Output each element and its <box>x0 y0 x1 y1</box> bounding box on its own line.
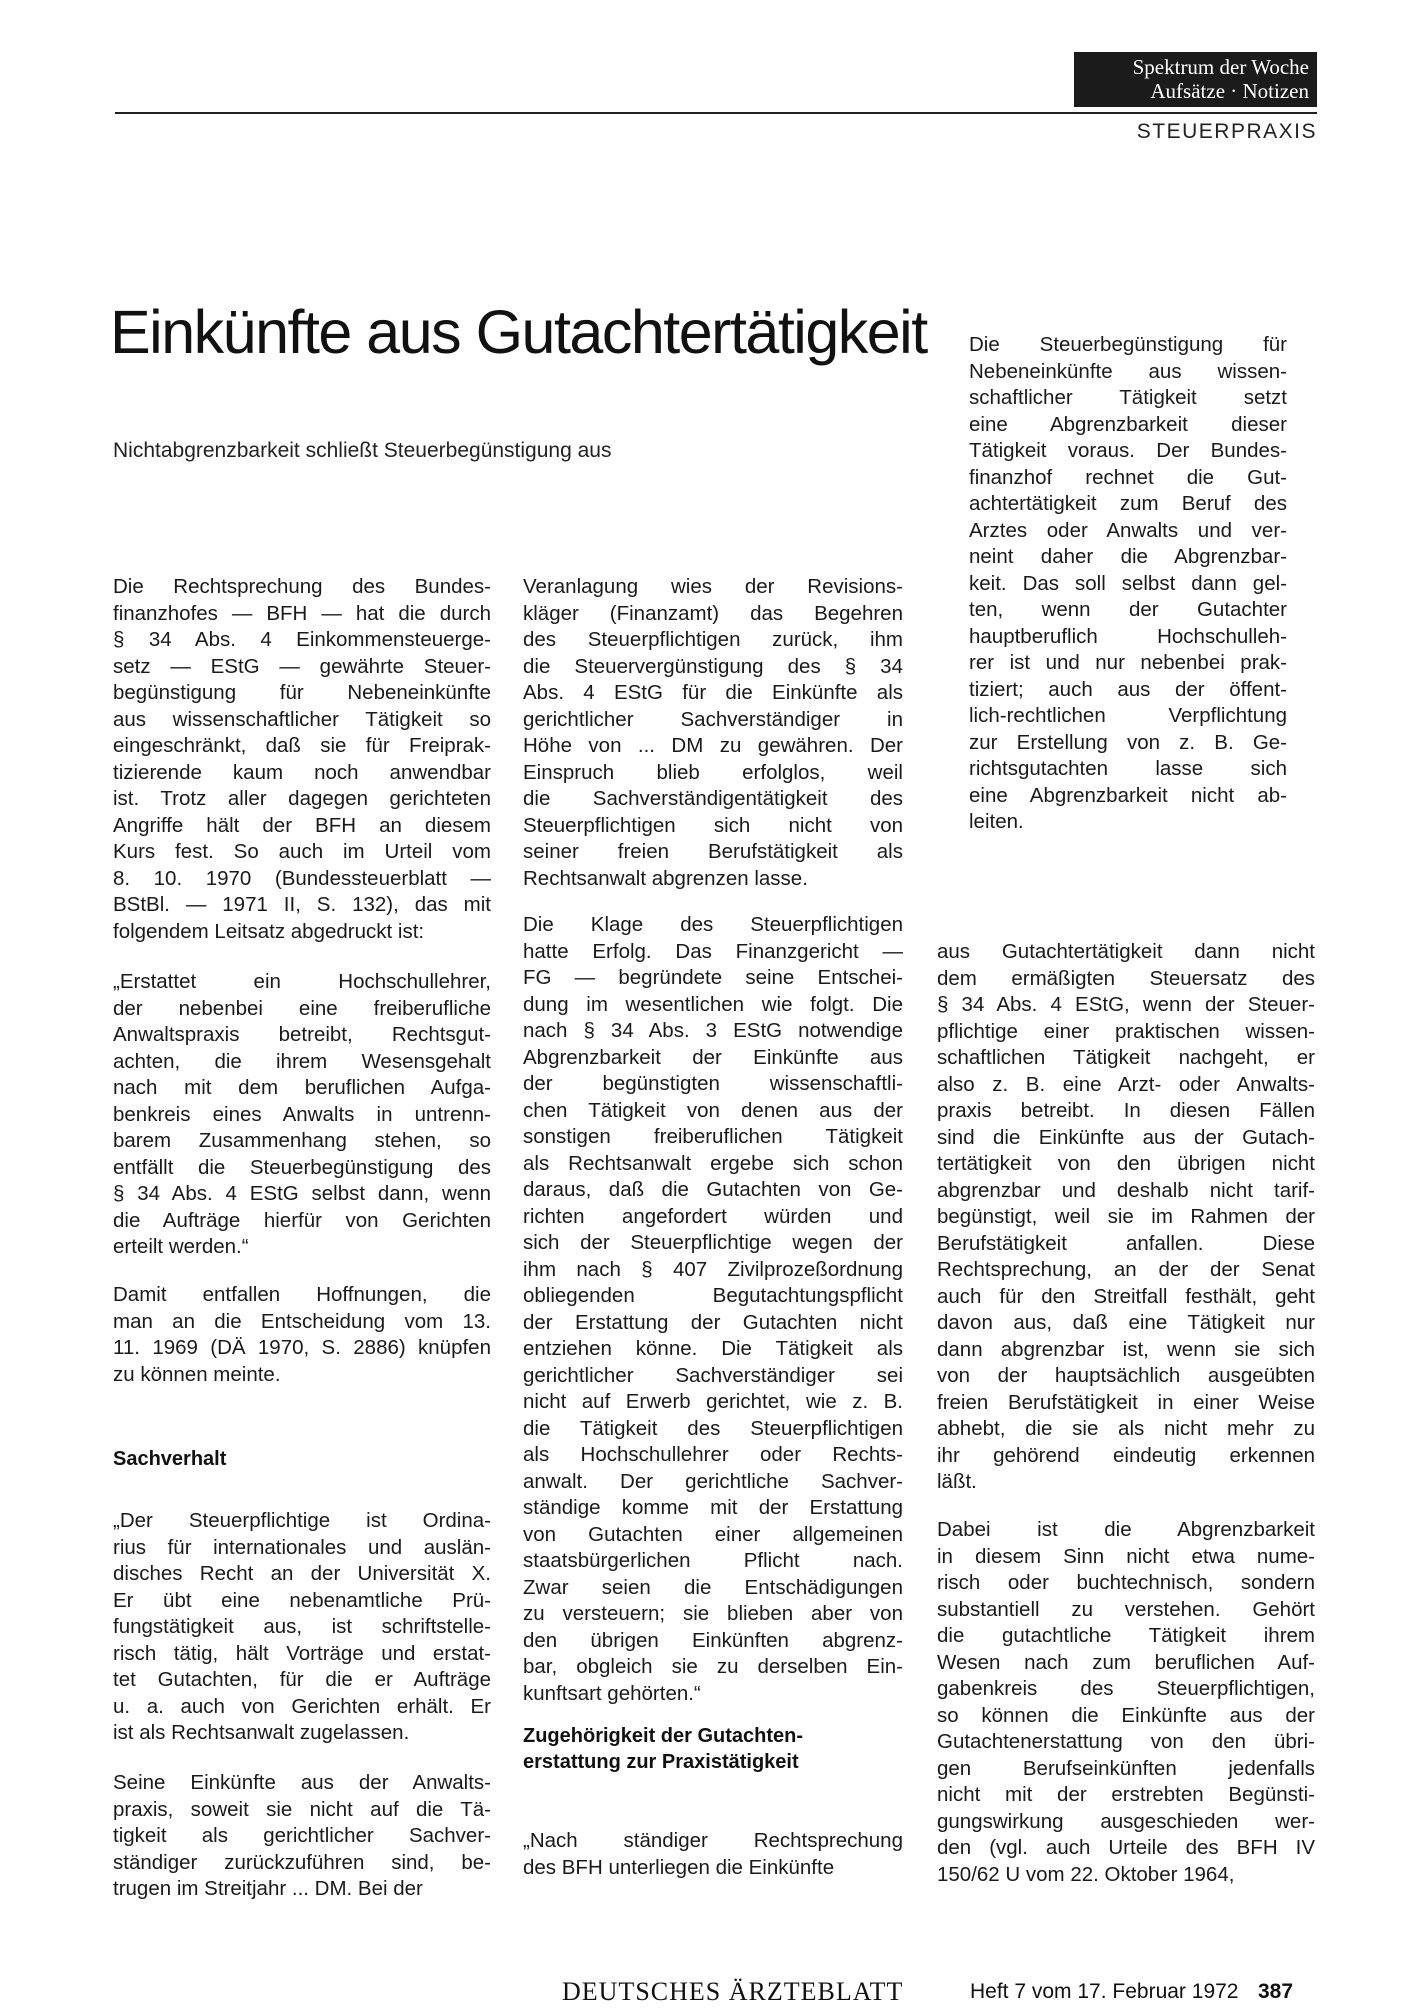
badge-line-1: Spektrum der Woche <box>1132 55 1309 79</box>
text-line: Gutachtenerstattung von den übri- <box>937 1730 1315 1753</box>
paragraph-hoffnungen <box>113 1282 491 1388</box>
text-line: lich-rechtlichen Verpflichtung <box>969 704 1287 727</box>
text-line: Arztes oder Anwalts und ver- <box>969 518 1287 542</box>
journal-name: DEUTSCHES ÄRZTEBLATT <box>562 1977 904 2006</box>
text-line: die Sachverständigentätigkeit des <box>523 787 903 810</box>
text-line: u. a. auch von Gerichten erhält. Er <box>113 1694 491 1718</box>
text-line: Abgrenzbarkeit der Einkünfte aus <box>523 1045 903 1069</box>
text-line: trugen im Streitjahr ... DM. Bei der <box>113 1877 423 1900</box>
text-line: der nebenbei eine freiberufliche <box>113 996 491 1020</box>
text-line: dem ermäßigten Steuersatz des <box>937 966 1315 990</box>
text-line: Steuerpflichtigen sich nicht von <box>523 813 903 837</box>
text-line: gerichtlicher Sachverständiger sei <box>523 1363 903 1387</box>
text-line: Einspruch blieb erfolglos, weil <box>523 760 903 784</box>
text-line: ihm nach § 407 Zivilprozeßordnung <box>523 1257 903 1281</box>
text-line: abhebt, die sie als nicht mehr zu <box>937 1417 1315 1440</box>
header-rule <box>115 112 1317 114</box>
text-line: § 34 Abs. 4 EStG selbst dann, wenn <box>113 1182 491 1205</box>
text-line: Abs. 4 EStG für die Einkünfte als <box>523 681 903 704</box>
paragraph-abgrenzbarkeit <box>937 1517 1315 1888</box>
text-line: dung im wesentlichen wie folgt. Die <box>523 992 903 1016</box>
text-line: kläger (Finanzamt) das Begehren <box>523 601 903 625</box>
text-line: auch für den Streitfall festhält, geht <box>937 1284 1315 1308</box>
text-line: hatte Erfolg. Das Finanzgericht — <box>523 939 903 963</box>
text-line: sind die Einkünfte aus der Gutach- <box>937 1125 1315 1149</box>
article-subtitle: Nichtabgrenzbarkeit schließt Steuerbegünstigung aus <box>113 439 612 462</box>
text-line: gen Berufseinkünften jedenfalls <box>937 1756 1315 1780</box>
text-line: des BFH unterliegen die Einkünfte <box>523 1855 835 1879</box>
text-line: achten, die ihrem Wesensgehalt <box>113 1049 491 1073</box>
text-line: FG — begründete seine Entschei- <box>523 966 903 989</box>
text-line: setz — EStG — gewährte Steuer- <box>113 654 491 678</box>
text-line: anwalt. Der gerichtliche Sachver- <box>523 1469 903 1493</box>
text-line: der Erstattung der Gutachten nicht <box>523 1310 903 1334</box>
text-line: 11. 1969 (DÄ 1970, S. 2886) knüpfen <box>113 1336 491 1359</box>
text-line: pflichtige einer praktischen wissen- <box>937 1019 1315 1043</box>
article-title: Einkünfte aus Gutachtertätigkeit <box>110 298 927 366</box>
text-line: disches Recht an der Universität X. <box>113 1562 491 1585</box>
text-line: bar, obgleich sie zu derselben Ein- <box>523 1655 903 1678</box>
text-line: BStBl. — 1971 II, S. 132), das mit <box>113 893 491 916</box>
text-line: nicht auf Erwerb gerichtet, wie z. B. <box>523 1390 903 1413</box>
section-label: STEUERPRAXIS <box>1136 120 1317 143</box>
text-line: 150/62 U vom 22. Oktober 1964, <box>937 1862 1235 1886</box>
text-line: Rechtsanwalt abgrenzen lasse. <box>523 866 808 890</box>
text-line: Seine Einkünfte aus der Anwalts- <box>113 1771 491 1794</box>
text-line: entziehen könne. Die Tätigkeit als <box>523 1337 903 1360</box>
page-number: 387 <box>1258 1980 1294 2003</box>
text-line: aus wissenschaftlicher Tätigkeit so <box>113 707 491 731</box>
text-line: eine Abgrenzbarkeit dieser <box>969 412 1287 436</box>
text-line: Rechtsprechung, an der der Senat <box>937 1258 1315 1281</box>
text-line: ständiger zurückzuführen sind, be- <box>113 1850 491 1874</box>
text-line: Anwaltspraxis betreibt, Rechtsgut- <box>113 1023 491 1046</box>
text-line: neint daher die Abgrenzbar- <box>969 545 1287 568</box>
text-line: so können die Einkünfte aus der <box>937 1703 1315 1727</box>
text-line: von der hauptsächlich ausgeübten <box>937 1364 1315 1387</box>
text-line: „Der Steuerpflichtige ist Ordina- <box>113 1509 491 1532</box>
text-line: tiziert; auch aus der öffent- <box>969 677 1287 701</box>
text-line: fungstätigkeit aus, ist schriftstelle- <box>113 1615 491 1638</box>
text-line: Die Rechtsprechung des Bundes- <box>113 575 491 598</box>
text-line: abgrenzbar und deshalb nicht tarif- <box>937 1178 1315 1202</box>
text-line: Die Steuerbegünstigung für <box>969 333 1287 356</box>
text-line: leiten. <box>969 810 1024 833</box>
text-line: Damit entfallen Hoffnungen, die <box>113 1283 491 1306</box>
text-line: folgendem Leitsatz abgedruckt ist: <box>113 919 425 943</box>
issue-info: Heft 7 vom 17. Februar 1972 <box>970 1980 1239 2003</box>
abstract-summary <box>969 332 1287 836</box>
text-line: Höhe von ... DM zu gewähren. Der <box>523 734 903 757</box>
text-line: „Nach ständiger Rechtsprechung <box>523 1829 903 1852</box>
paragraph-leitsatz <box>113 969 491 1261</box>
text-line: staatsbürgerlichen Pflicht nach. <box>523 1549 903 1572</box>
text-line: die Tätigkeit des Steuerpflichtigen <box>523 1416 903 1440</box>
text-line: „Erstattet ein Hochschullehrer, <box>113 970 491 993</box>
text-line: des Steuerpflichtigen zurück, ihm <box>523 628 903 651</box>
text-line: sonstigen freiberuflichen Tätigkeit <box>523 1125 903 1148</box>
text-line: risch oder buchtechnisch, sondern <box>937 1571 1315 1594</box>
text-line: den (vgl. auch Urteile des BFH IV <box>937 1836 1315 1859</box>
text-line: dann abgrenzbar ist, wenn sie sich <box>937 1337 1315 1361</box>
text-line: tigkeit als gerichtlicher Sachver- <box>113 1824 491 1847</box>
paragraph-sachverhalt <box>113 1508 491 1747</box>
text-line: barem Zusammenhang stehen, so <box>113 1129 491 1152</box>
text-line: kunftsart gehörten.“ <box>523 1681 701 1705</box>
text-line: finanzhofes — BFH — hat die durch <box>113 601 491 625</box>
paragraph-veranlagung <box>523 574 903 892</box>
heading-zugehoerigkeit-line-2: erstattung zur Praxistätigkeit <box>523 1751 799 1773</box>
text-line: sich der Steuerpflichtige wegen der <box>523 1231 903 1254</box>
text-line: die gutachtliche Tätigkeit ihrem <box>937 1624 1315 1647</box>
text-line: rer ist und nur nebenbei prak- <box>969 651 1287 674</box>
text-line: tet Gutachten, für die er Aufträge <box>113 1668 491 1691</box>
text-line: entfällt die Steuerbegünstigung des <box>113 1155 491 1179</box>
text-line: tizierende kaum noch anwendbar <box>113 760 491 784</box>
text-line: der begünstigten wissenschaftli- <box>523 1072 903 1095</box>
text-line: Wesen nach zum beruflichen Auf- <box>937 1650 1315 1674</box>
text-line: keit. Das soll selbst dann gel- <box>969 571 1287 595</box>
text-line: als Rechtsanwalt ergebe sich schon <box>523 1151 903 1175</box>
text-line: nach mit dem beruflichen Aufga- <box>113 1076 491 1099</box>
text-line: § 34 Abs. 4 EStG, wenn der Steuer- <box>937 993 1315 1016</box>
paragraph-klage <box>523 912 903 1707</box>
text-line: zur Erstellung von z. B. Ge- <box>969 730 1287 754</box>
text-line: achtertätigkeit zum Beruf des <box>969 492 1287 515</box>
text-line: aus Gutachtertätigkeit dann nicht <box>937 940 1315 963</box>
text-line: läßt. <box>937 1470 977 1493</box>
text-line: eingeschränkt, daß sie für Freiprak- <box>113 734 491 757</box>
heading-zugehoerigkeit-line-1: Zugehörigkeit der Gutachten- <box>523 1725 804 1747</box>
text-line: ständige komme mit der Erstattung <box>523 1496 903 1519</box>
text-line: erteilt werden.“ <box>113 1235 249 1258</box>
text-line: Kurs fest. So auch im Urteil vom <box>113 840 491 863</box>
heading-sachverhalt: Sachverhalt <box>113 1448 227 1470</box>
text-line: davon aus, daß eine Tätigkeit nur <box>937 1311 1315 1334</box>
text-line: Veranlagung wies der Revisions- <box>523 575 903 598</box>
text-line: zu können meinte. <box>113 1362 281 1386</box>
text-line: freien Berufstätigkeit in einer Weise <box>937 1390 1315 1414</box>
text-line: ist. Trotz aller dagegen gerichteten <box>113 787 491 810</box>
text-line: risch tätig, hält Vorträge und erstat- <box>113 1641 491 1665</box>
text-line: als Hochschullehrer oder Rechts- <box>523 1443 903 1466</box>
text-line: Berufstätigkeit anfallen. Diese <box>937 1231 1315 1255</box>
text-line: obliegenden Begutachtungspflicht <box>523 1284 903 1307</box>
text-line: begünstigung für Nebeneinkünfte <box>113 681 491 704</box>
text-line: man an die Entscheidung vom 13. <box>113 1309 491 1333</box>
text-line: gerichtlicher Sachverständiger in <box>523 707 903 731</box>
text-line: Er übt eine nebenamtliche Prü- <box>113 1588 491 1612</box>
text-line: daraus, daß die Gutachten von Ge- <box>523 1178 903 1201</box>
text-line: Die Klage des Steuerpflichtigen <box>523 913 903 936</box>
paragraph-rechtsprechung-start <box>523 1828 903 1881</box>
text-line: praxis, soweit sie nicht auf die Tä- <box>113 1797 491 1821</box>
text-line: in diesem Sinn nicht etwa nume- <box>937 1544 1315 1568</box>
text-line: § 34 Abs. 4 Einkommensteuerge- <box>113 628 491 651</box>
text-line: 8. 10. 1970 (Bundessteuerblatt — <box>113 866 491 890</box>
text-line: richtsgutachten lasse sich <box>969 757 1287 780</box>
text-line: benkreis eines Anwalts in untrenn- <box>113 1102 491 1126</box>
badge-line-2: Aufsätze · Notizen <box>1150 79 1309 103</box>
text-line: hauptberuflich Hochschulleh- <box>969 624 1287 648</box>
text-line: Dabei ist die Abgrenzbarkeit <box>937 1518 1315 1541</box>
section-badge <box>1074 52 1317 107</box>
text-line: praxis betreibt. In diesen Fällen <box>937 1099 1315 1122</box>
paragraph-einkuenfte <box>113 1770 491 1903</box>
text-line: Nebeneinkünfte aus wissen- <box>969 359 1287 383</box>
text-line: substantiell zu verstehen. Gehört <box>937 1597 1315 1621</box>
text-line: seiner freien Berufstätigkeit als <box>523 840 903 863</box>
text-line: ist als Rechtsanwalt zugelassen. <box>113 1721 410 1744</box>
text-line: Angriffe hält der BFH an diesem <box>113 813 491 837</box>
text-line: von Gutachten einer allgemeinen <box>523 1522 903 1546</box>
text-line: Tätigkeit voraus. Der Bundes- <box>969 439 1287 462</box>
text-line: gungswirkung ausgeschieden wer- <box>937 1809 1315 1833</box>
text-line: finanzhof rechnet die Gut- <box>969 465 1287 489</box>
text-line: chen Tätigkeit von denen aus der <box>523 1098 903 1122</box>
text-line: die Aufträge hierfür von Gerichten <box>113 1208 491 1232</box>
text-line: die Steuervergünstigung des § 34 <box>523 654 903 678</box>
text-line: schaftlicher Tätigkeit setzt <box>969 386 1287 409</box>
text-line: rius für internationales und auslän- <box>113 1535 491 1559</box>
text-line: nach § 34 Abs. 3 EStG notwendige <box>523 1019 903 1042</box>
text-line: eine Abgrenzbarkeit nicht ab- <box>969 783 1287 807</box>
paragraph-intro <box>113 574 491 945</box>
text-line: schaftlichen Tätigkeit nachgeht, er <box>937 1046 1315 1069</box>
text-line: richten angefordert würden und <box>523 1204 903 1228</box>
text-line: gabenkreis des Steuerpflichtigen, <box>937 1677 1315 1700</box>
text-line: zu versteuern; sie blieben aber von <box>523 1602 903 1625</box>
text-line: Zwar seien die Entschädigungen <box>523 1575 903 1599</box>
text-line: also z. B. eine Arzt- oder Anwalts- <box>937 1072 1315 1096</box>
text-line: begünstigt, weil sie im Rahmen der <box>937 1205 1315 1228</box>
paragraph-rechtsprechung-continued <box>937 939 1315 1496</box>
text-line: ihr gehörend eindeutig erkennen <box>937 1443 1315 1467</box>
text-line: nicht mit der erstrebten Begünsti- <box>937 1783 1315 1806</box>
text-line: den übrigen Einkünften abgrenz- <box>523 1628 903 1652</box>
text-line: tertätigkeit von den übrigen nicht <box>937 1152 1315 1175</box>
text-line: ten, wenn der Gutachter <box>969 598 1287 621</box>
